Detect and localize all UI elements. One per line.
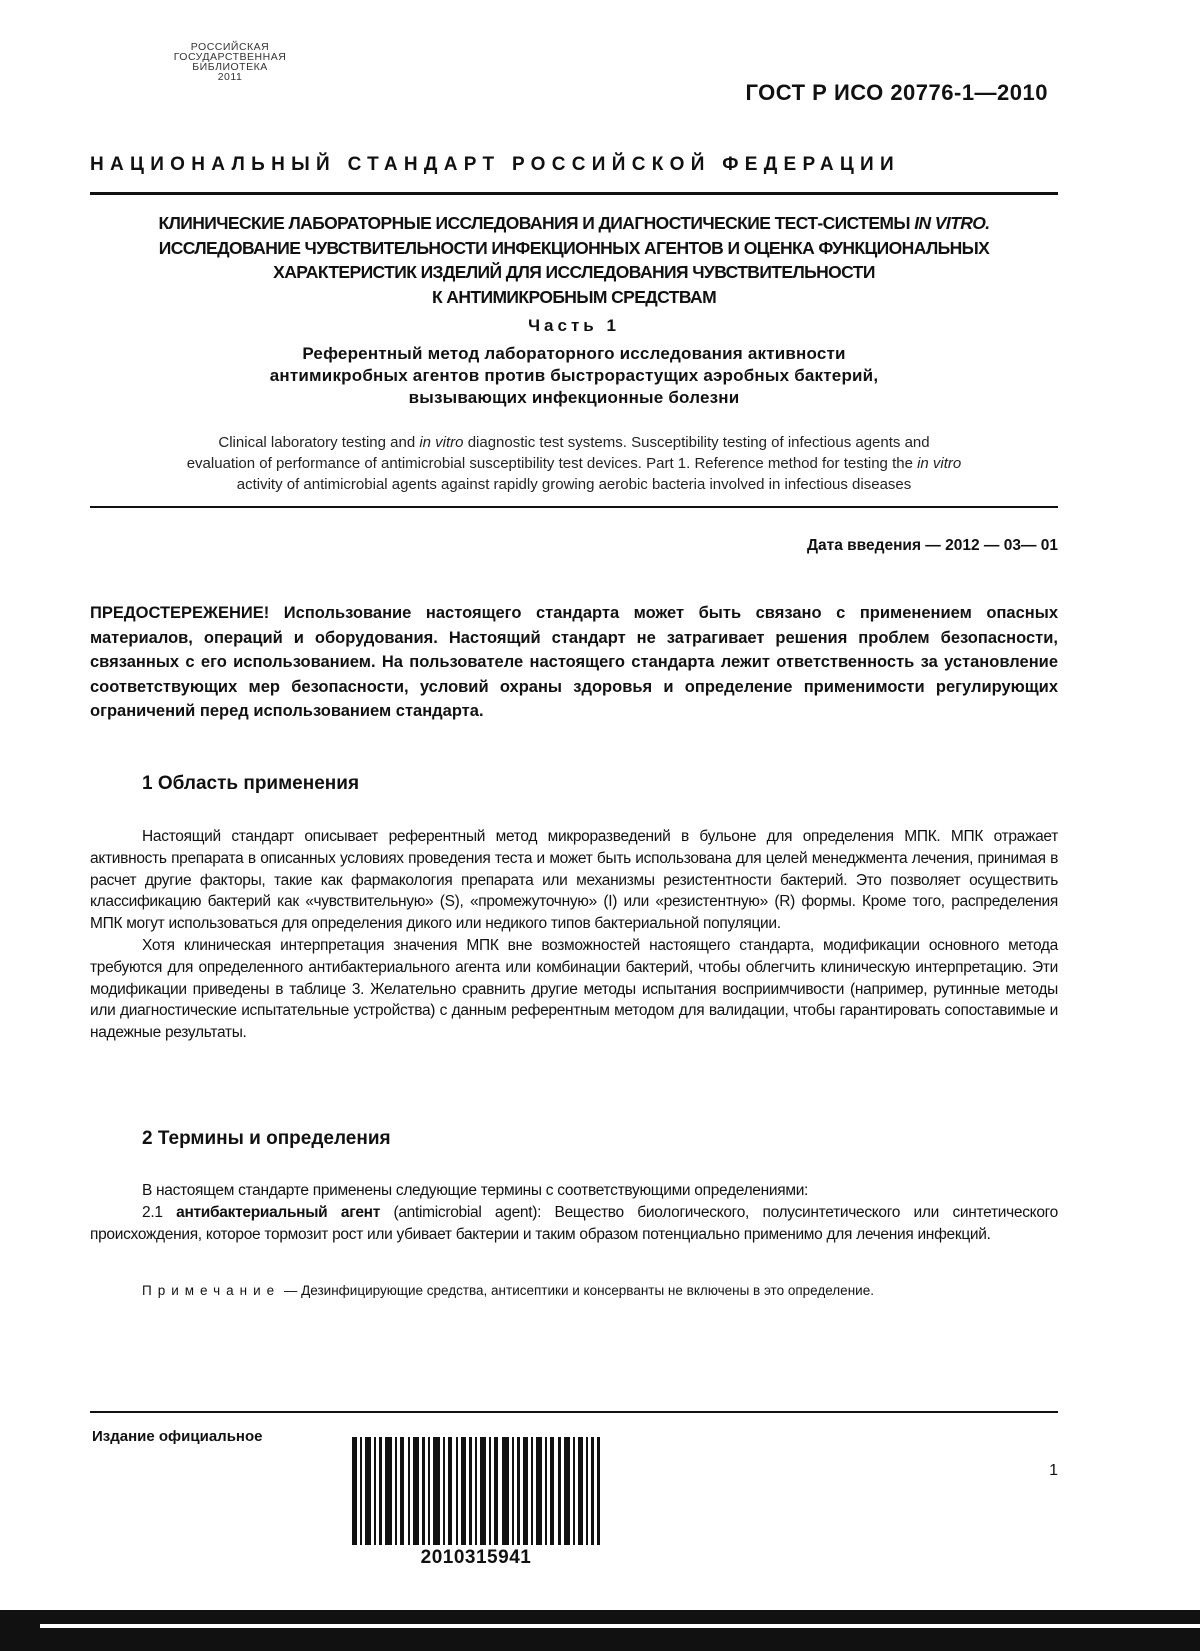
english-text: Clinical laboratory testing and — [218, 434, 420, 451]
section-heading: 1 Область применения — [142, 773, 360, 794]
english-title — [90, 432, 1058, 495]
scan-border — [0, 1610, 1200, 1624]
stamp-line: БИБЛИОТЕКА — [192, 61, 268, 73]
stamp-line: РОССИЙСКАЯ — [190, 41, 270, 53]
divider — [90, 1411, 1058, 1413]
gost-number: ГОСТ Р ИСО 20776-1—2010 — [745, 80, 1048, 105]
title-text: КЛИНИЧЕСКИЕ ЛАБОРАТОРНЫЕ ИССЛЕДОВАНИЯ И ДИАГНОСТИЧЕСКИЕ ТЕСТ-СИСТЕМЫ — [158, 213, 910, 233]
warning-paragraph: ПРЕДОСТЕРЕЖЕНИЕ! Использование настоящего стандарта может быть связано с применением опасных материалов, операций и оборудования. Настоящий стандарт не затрагивает решения проблем безопасности, связанных с его использованием. На пользователе настоящего стандарта лежит ответственность за установление соответствующих мер безопасности, условий охраны здоровья и определение применимости регулирующих ограничений перед использованием стандарта. — [90, 604, 1058, 720]
english-text: evaluation of performance of antimicrobial susceptibility test devices. Part 1. Reference method for testing the — [186, 455, 918, 472]
note — [90, 1280, 1058, 1302]
paragraph: В настоящем стандарте применены следующие термины с соответствующими определениями: — [142, 1182, 809, 1199]
title-line: ИССЛЕДОВАНИЕ ЧУВСТВИТЕЛЬНОСТИ ИНФЕКЦИОННЫХ АГЕНТОВ И ОЦЕНКА ФУНКЦИОНАЛЬНЫХ — [158, 237, 990, 258]
english-italic: in vitro — [419, 434, 464, 451]
subtitle-line: Референтный метод лабораторного исследования активности — [302, 344, 846, 363]
english-title-line — [90, 453, 1058, 474]
section-body — [90, 826, 1058, 1044]
subtitle-line: антимикробных агентов против быстрорастущих аэробных бактерий, — [269, 366, 879, 385]
stamp-line: 2011 — [217, 71, 243, 83]
paragraph: Хотя клиническая интерпретация значения МПК вне возможностей настоящего стандарта, модификации основного метода требуются для определенного антибактериального агента или комбинации бактерий, чтобы облегчить клиническую интерпретацию. Эти модификации приведены в таблице 3. Желательно сравнить другие методы испытания восприимчивости (например, рутинные методы или диагностические испытательные устройства) с данным референтным методом для валидации, чтобы гарантировать сопоставимые и надежные результаты. — [90, 936, 1058, 1042]
paragraph: Настоящий стандарт описывает референтный метод микроразведений в бульоне для определения МПК. МПК отражает активность препарата в описанных условиях проведения теста и может быть использована для целей менеджмента лечения, принимая в расчет другие факторы, такие как фармакология препарата или механизмы резистентности бактерий. Это позволяет осуществить классификацию бактерий как «чувствительную» (S), «промежуточную» (I) или «резистентную» (R) формы. Кроме того, распределения МПК могут использоваться для определения дикого или недикого типов бактериальной популяции. — [90, 828, 1058, 933]
note-label: Примечание — [142, 1283, 281, 1298]
title-line: ХАРАКТЕРИСТИК ИЗДЕЛИЙ ДЛЯ ИССЛЕДОВАНИЯ ЧУВСТВИТЕЛЬНОСТИ — [273, 262, 875, 282]
english-title-line — [90, 432, 1058, 453]
national-standard-heading: НАЦИОНАЛЬНЫЙ СТАНДАРТ РОССИЙСКОЙ ФЕДЕРАЦИИ — [90, 154, 900, 175]
official-edition-label: Издание официальное — [92, 1428, 263, 1445]
note-text: — Дезинфицирующие средства, антисептики и консерванты не включены в это определение. — [280, 1283, 874, 1298]
barcode-number: 2010315941 — [420, 1547, 532, 1568]
term-definition — [90, 1202, 1058, 1246]
divider — [90, 506, 1058, 508]
library-stamp — [150, 42, 310, 82]
stamp-line: ГОСУДАРСТВЕННАЯ — [173, 51, 287, 63]
barcode — [352, 1437, 600, 1545]
section-heading: 2 Термины и определения — [142, 1128, 391, 1149]
title-italic: IN VITRO. — [914, 213, 990, 233]
term-number: 2.1 — [142, 1203, 163, 1221]
term-name: антибактериальный агент — [176, 1203, 381, 1221]
document-title — [90, 211, 1058, 409]
introduction-date: Дата введения — 2012 — 03— 01 — [806, 537, 1058, 554]
title-line — [90, 211, 1058, 236]
english-title-line: activity of antimicrobial agents against rapidly growing aerobic bacteria involved in infectious diseases — [236, 476, 912, 493]
english-text: diagnostic test systems. Susceptibility testing of infectious agents and — [463, 434, 930, 451]
term-definition-text: (antimicrobial agent): Вещество биологического, полусинтетического или синтетического происхождения, которое тормозит рост или убивает бактерии и таким образом потенциально применимо для лечения инфекций. — [90, 1203, 1058, 1243]
divider — [90, 192, 1058, 195]
scan-border — [0, 1628, 1200, 1651]
english-italic: in vitro — [917, 455, 962, 472]
title-line: К АНТИМИКРОБНЫМ СРЕДСТВАМ — [431, 286, 717, 307]
subtitle-line: вызывающих инфекционные болезни — [408, 388, 740, 407]
part-label: Часть 1 — [528, 316, 620, 335]
page-number: 1 — [1049, 1462, 1058, 1479]
section-body — [90, 1180, 1058, 1245]
scan-border — [0, 1624, 40, 1651]
